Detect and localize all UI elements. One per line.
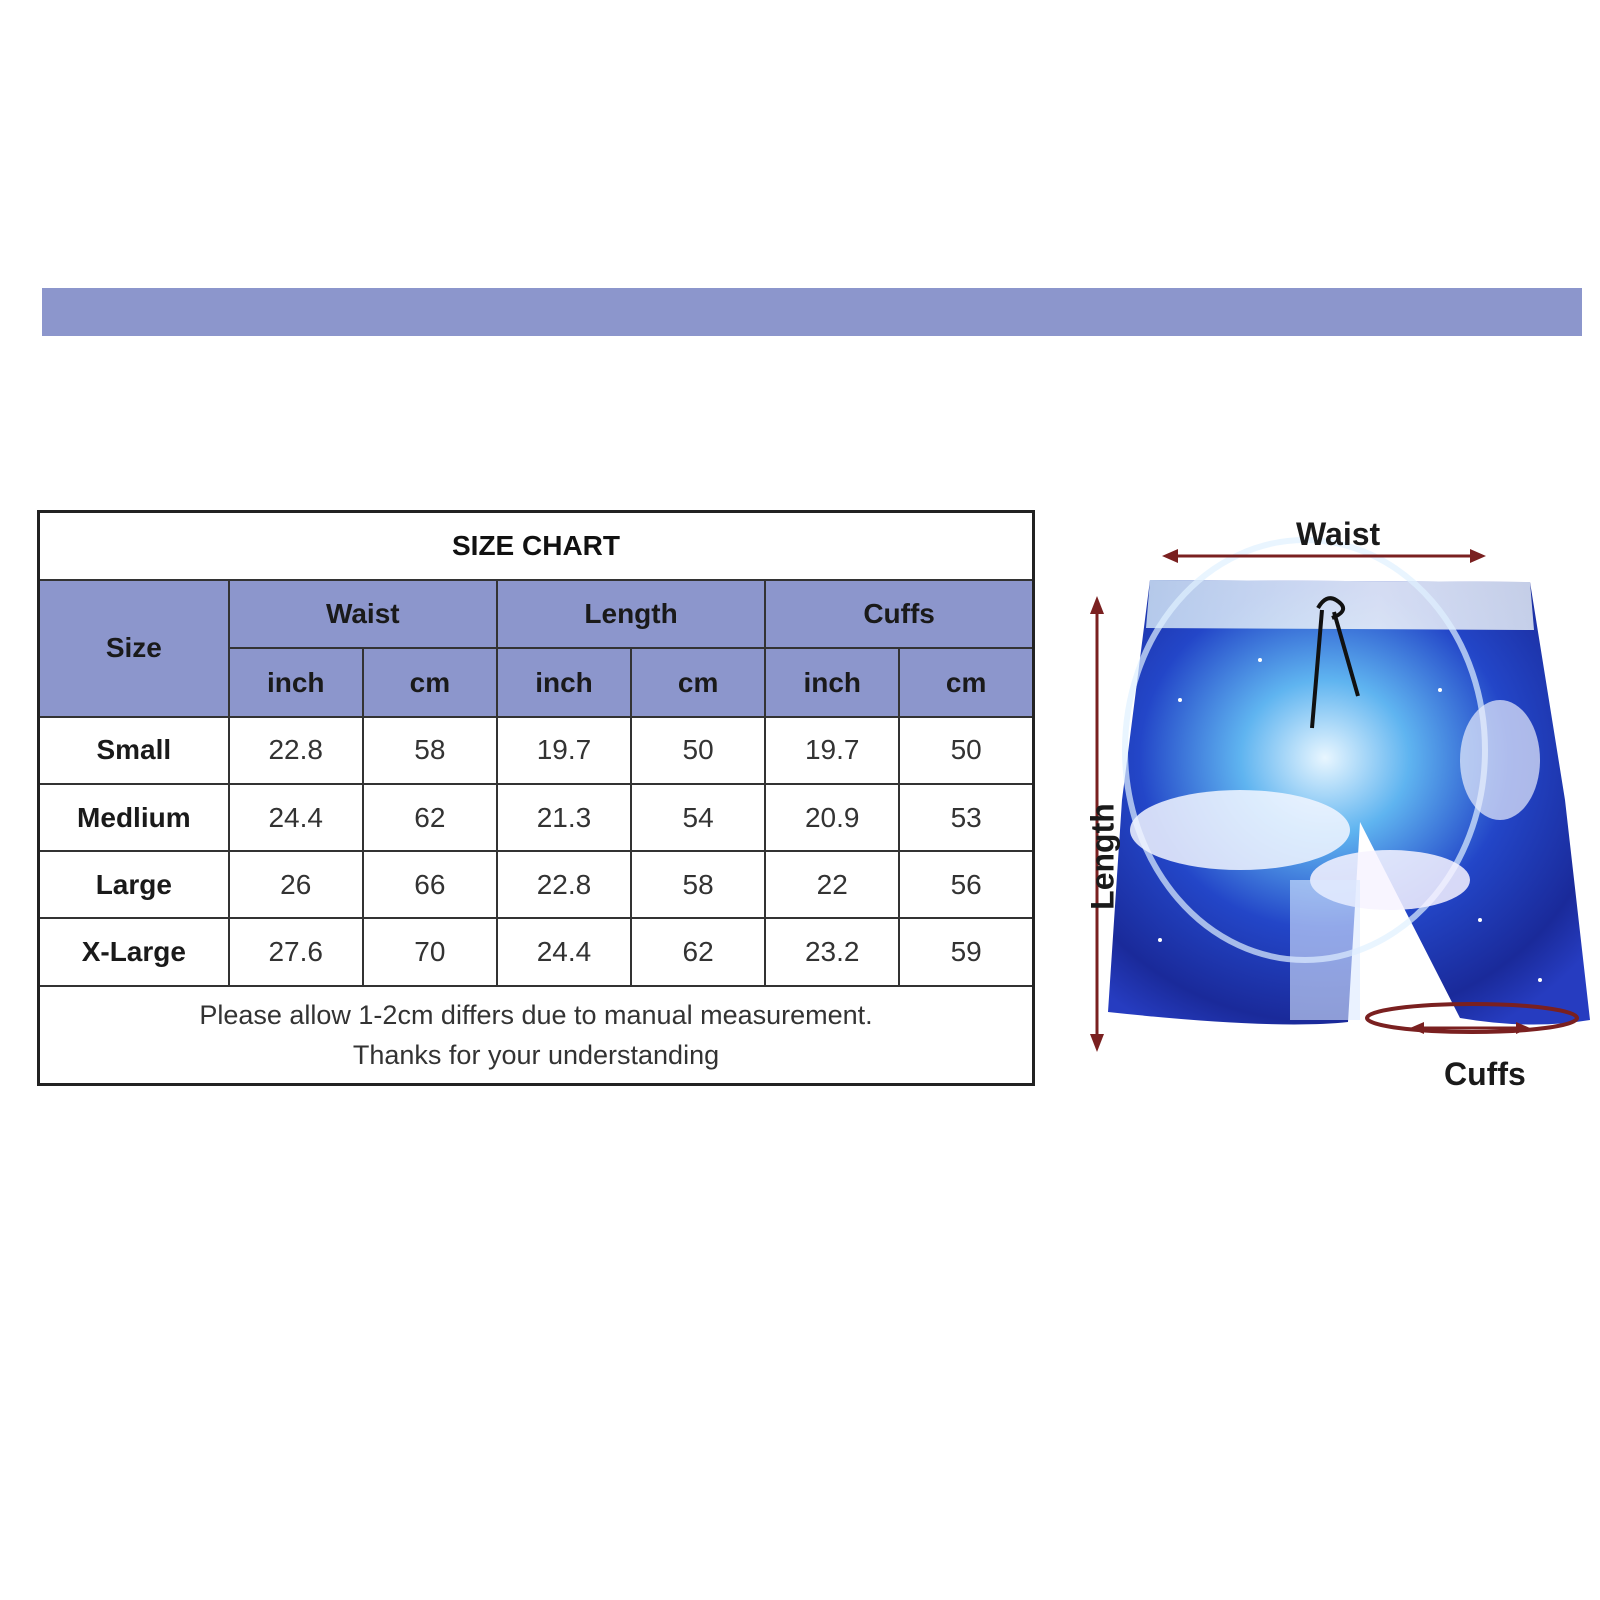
- value-cell: 66: [363, 851, 497, 918]
- size-name-cell: X-Large: [39, 918, 229, 985]
- note-line-2: Thanks for your understanding: [352, 1039, 720, 1070]
- table-row: [39, 717, 1034, 784]
- note-line-1: Please allow 1-2cm differs due to manual measurement.: [199, 999, 873, 1030]
- table-title: SIZE CHART: [39, 512, 1034, 581]
- value-cell: 62: [363, 784, 497, 851]
- length-group-header: Length: [497, 580, 765, 648]
- value-cell: 22.8: [497, 851, 631, 918]
- unit-header: inch: [229, 648, 363, 716]
- star-dot: [1538, 978, 1542, 982]
- star-dot: [1258, 658, 1262, 662]
- value-cell: 21.3: [497, 784, 631, 851]
- value-cell: 24.4: [497, 918, 631, 985]
- shorts-illustration: [1060, 500, 1600, 1100]
- cuffs-label: Cuffs: [1444, 1056, 1526, 1092]
- value-cell: 19.7: [765, 717, 899, 784]
- waterfall-streak: [1290, 880, 1360, 1020]
- value-cell: 26: [229, 851, 363, 918]
- value-cell: 27.6: [229, 918, 363, 985]
- value-cell: 54: [631, 784, 765, 851]
- size-chart-table: [37, 510, 1035, 1086]
- length-label: Length: [1084, 803, 1121, 910]
- value-cell: 20.9: [765, 784, 899, 851]
- cuffs-group-header: Cuffs: [765, 580, 1033, 648]
- unit-header: cm: [363, 648, 497, 716]
- table-row: [39, 918, 1034, 985]
- value-cell: 19.7: [497, 717, 631, 784]
- value-cell: 62: [631, 918, 765, 985]
- cloud-shape: [1130, 790, 1350, 870]
- top-accent-bar: [42, 288, 1582, 336]
- waist-label: Waist: [1296, 516, 1381, 552]
- size-name-cell: Small: [39, 717, 229, 784]
- cloud-shape: [1460, 700, 1540, 820]
- unit-header: cm: [631, 648, 765, 716]
- value-cell: 24.4: [229, 784, 363, 851]
- value-cell: 70: [363, 918, 497, 985]
- value-cell: 23.2: [765, 918, 899, 985]
- table-row: [39, 784, 1034, 851]
- star-dot: [1438, 688, 1442, 692]
- size-name-cell: Large: [39, 851, 229, 918]
- value-cell: 22: [765, 851, 899, 918]
- value-cell: 53: [899, 784, 1033, 851]
- star-dot: [1478, 918, 1482, 922]
- size-column-header: Size: [39, 580, 229, 716]
- value-cell: 22.8: [229, 717, 363, 784]
- shorts-measurement-diagram: [1060, 500, 1600, 1100]
- value-cell: 50: [631, 717, 765, 784]
- table-row: [39, 851, 1034, 918]
- star-dot: [1158, 938, 1162, 942]
- value-cell: 59: [899, 918, 1033, 985]
- unit-header: inch: [765, 648, 899, 716]
- star-dot: [1178, 698, 1182, 702]
- size-name-cell: Medlium: [39, 784, 229, 851]
- value-cell: 56: [899, 851, 1033, 918]
- waist-group-header: Waist: [229, 580, 497, 648]
- measurement-note: [39, 986, 1034, 1085]
- value-cell: 50: [899, 717, 1033, 784]
- value-cell: 58: [631, 851, 765, 918]
- unit-header: inch: [497, 648, 631, 716]
- value-cell: 58: [363, 717, 497, 784]
- unit-header: cm: [899, 648, 1033, 716]
